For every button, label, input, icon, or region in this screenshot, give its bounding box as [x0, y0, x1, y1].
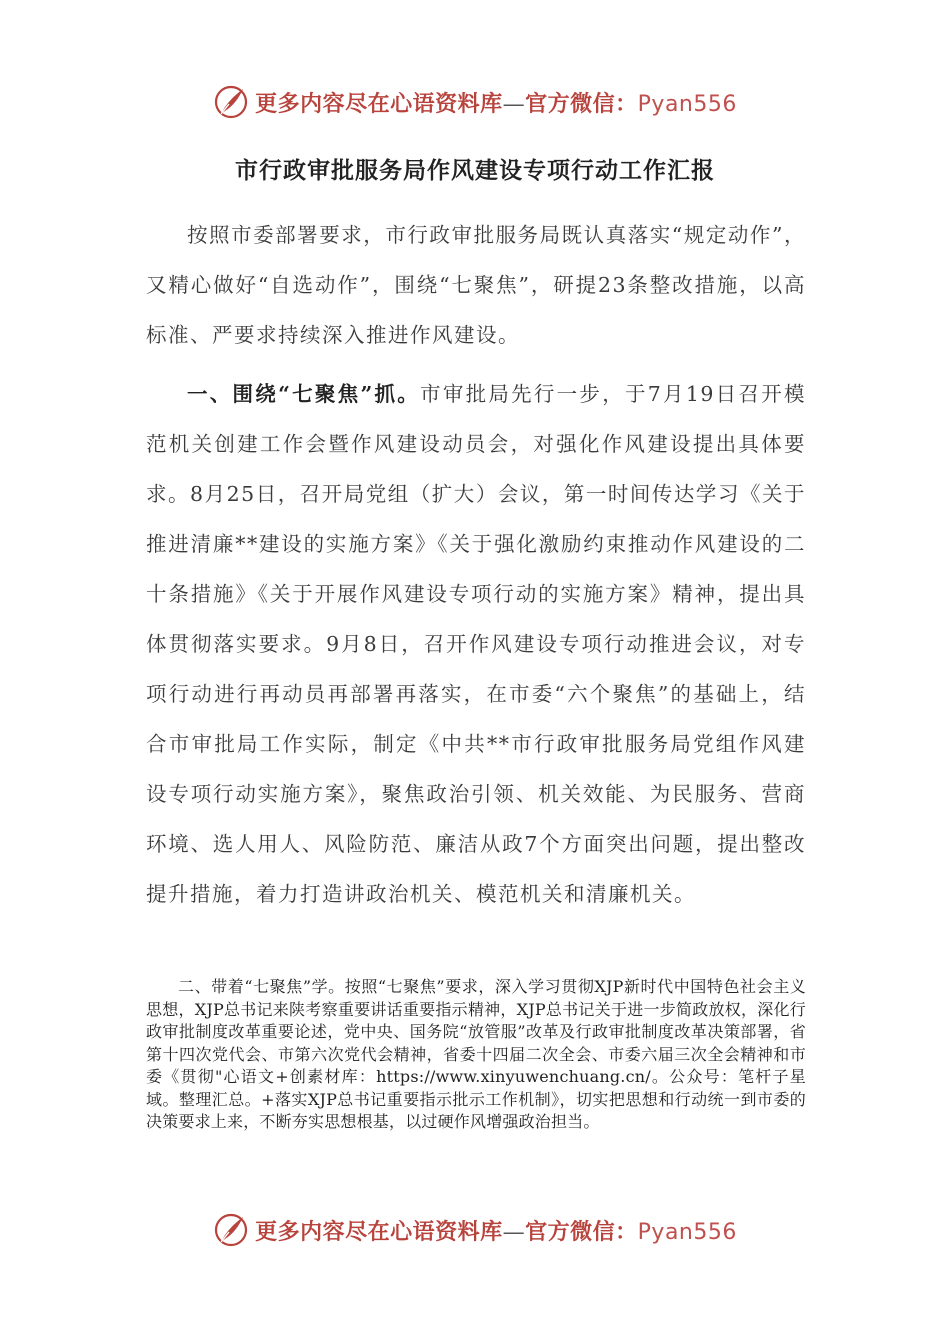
banner-wechat-id: Pyan556 [637, 1219, 737, 1245]
intro-paragraph: 按照市委部署要求，市行政审批服务局既认真落实“规定动作”，又精心做好“自选动作”，围绕“七聚焦”，研提23条整改措施，以高标准、严要求持续深入推进作风建设。 [146, 223, 806, 347]
banner-contact-label: 官方微信： [525, 90, 638, 117]
banner-wechat-id: Pyan556 [637, 91, 737, 117]
section-2-paragraph: 二、带着“七聚焦”学。按照“七聚焦”要求，深入学习贯彻XJP新时代中国特色社会主义思想，XJP总书记来陕考察重要讲话重要指示精神，XJP总书记关于进一步简政放权，深化行政审批制度改革重要论述，党中央、国务院“放管服”改革及行政审批制度改革决策部署，省第十四次党代会、市第六次党代会精神，省委十四届二次全会、市委六届三次全会精神和市委《贯彻"心语文+创素材库：https://www.xinyuwenchuang.cn/。公众号：笔杆子星域。整理汇总。+落实XJP总书记重要指示批示工作机制》，切实把思想和行动统一到市委的决策要求上来，不断夯实思想根基，以过硬作风增强政治担当。 [146, 977, 806, 1131]
section-1-paragraph [146, 369, 806, 919]
document-title: 市行政审批服务局作风建设专项行动工作汇报 [235, 157, 715, 184]
banner-separator: — [502, 1219, 526, 1245]
header-banner [0, 82, 950, 122]
banner-contact-label: 官方微信： [525, 1218, 638, 1245]
banner-separator: — [502, 91, 526, 117]
banner-text [255, 87, 737, 118]
section-1-body: 市审批局先行一步，于7月19日召开模范机关创建工作会暨作风建设动员会，对强化作风建设提出具体要求。8月25日，召开局党组（扩大）会议，第一时间传达学习《关于推进清廉**建设的实施方案》《关于强化激励约束推动作风建设的二十条措施》《关于开展作风建设专项行动的实施方案》精神，提出具体贯彻落实要求。9月8日，召开作风建设专项行动推进会议，对专项行动进行再动员再部署再落实，在市委“六个聚焦”的基础上，结合市审批局工作实际，制定《中共**市行政审批服务局党组作风建设专项行动实施方案》，聚焦政治引领、机关效能、为民服务、营商环境、选人用人、风险防范、廉洁从政7个方面突出问题，提出整改提升措施，着力打造讲政治机关、模范机关和清廉机关。 [146, 382, 806, 906]
banner-main-text: 更多内容尽在心语资料库 [255, 90, 503, 117]
quill-pen-icon [213, 84, 249, 120]
section-1-heading: 一、围绕“七聚焦”抓。 [187, 382, 421, 406]
quill-pen-icon [213, 1212, 249, 1248]
banner-text [255, 1215, 737, 1246]
banner-main-text: 更多内容尽在心语资料库 [255, 1218, 503, 1245]
footer-banner [0, 1210, 950, 1250]
